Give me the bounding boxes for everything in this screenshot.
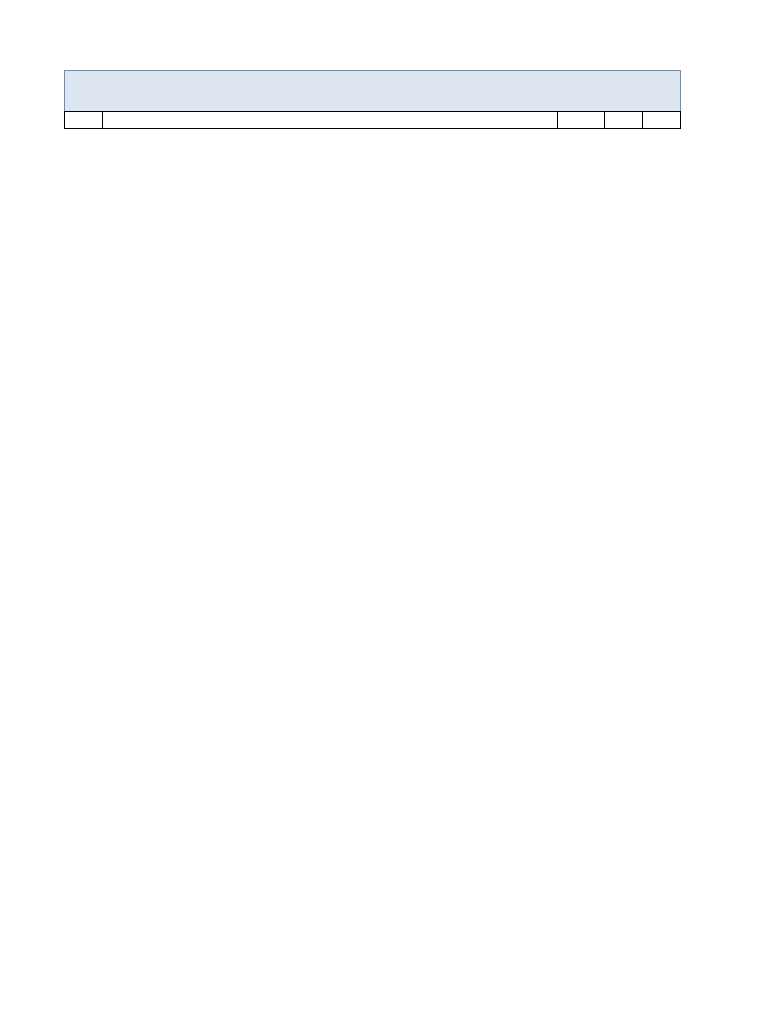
col-header-number: [65, 112, 103, 129]
header-row: [65, 112, 681, 129]
col-header-no: [604, 112, 642, 129]
page-title: [64, 70, 681, 111]
col-header-na: [642, 112, 680, 129]
inspection-checklist: [64, 70, 681, 129]
col-header-item: [103, 112, 558, 129]
col-header-yes: [558, 112, 605, 129]
checklist-table: [64, 111, 681, 129]
